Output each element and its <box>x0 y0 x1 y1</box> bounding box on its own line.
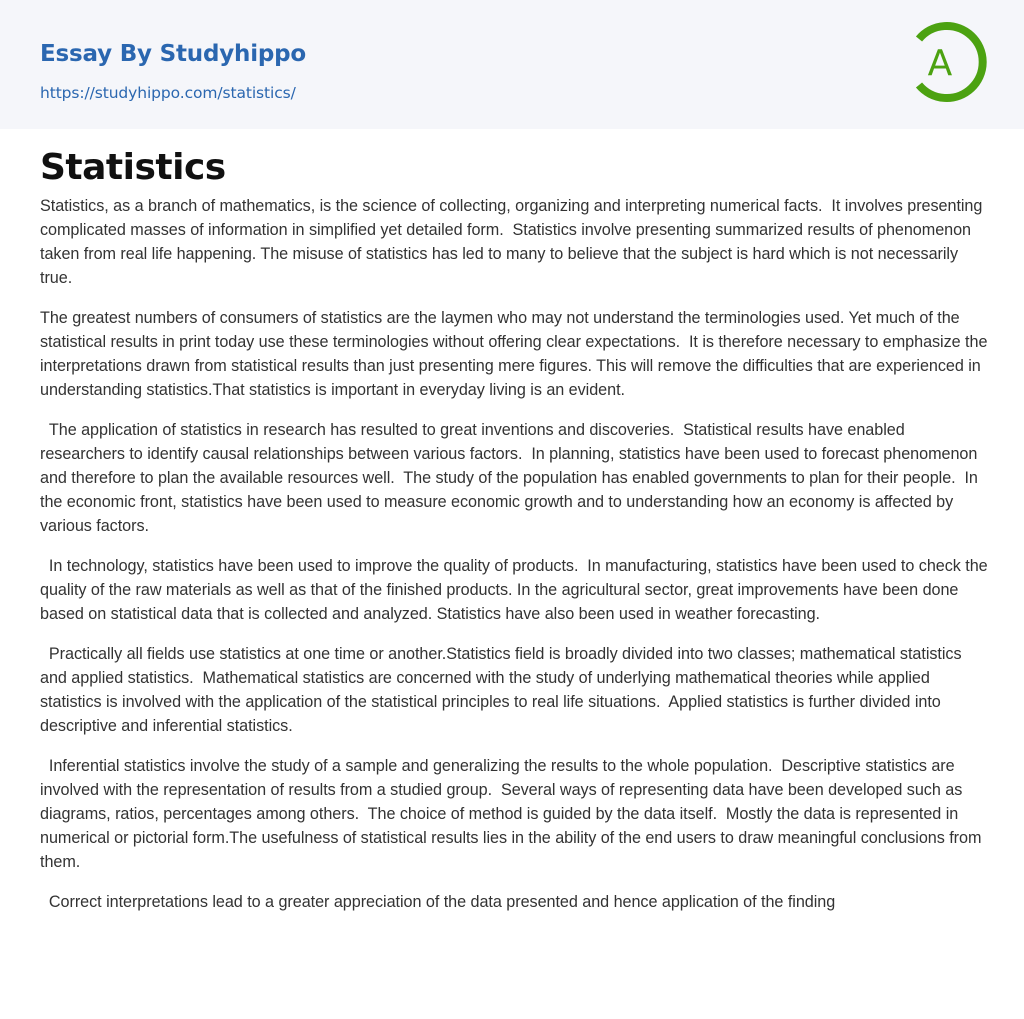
paragraph: In technology, statistics have been used to improve the quality of products. In manufacturing, statistics have been used to check the quality of the raw materials as well as that of the finished products. In the agricultural sector, great improvements have been done based on statistical data that is collected and analyzed. Statistics have also been used in weather forecasting. <box>40 557 993 623</box>
paragraph: Practically all fields use statistics at one time or another.Statistics field is broadly divided into two classes; mathematical statistics and applied statistics. Mathematical statistics are concerned with the study of underlying mathematical theories while applied statistics is involved with the application of the statistical principles to real life situations. Applied statistics is further divided into descriptive and inferential statistics. <box>40 645 966 735</box>
paragraph: The application of statistics in research has resulted to great inventions and discoveries. Statistical results have enabled researchers to identify causal relationships between various factors. In planning, statistics have been used to forecast phenomenon and therefore to plan the available resources well. The study of the population has enabled governments to plan for their people. In the economic front, statistics have been used to measure economic growth and to understanding how an economy is affected by various factors. <box>40 421 983 535</box>
site-header <box>0 0 1024 129</box>
paragraph: The greatest numbers of consumers of statistics are the laymen who may not understand the terminologies used. Yet much of the statistical results in print today use these terminologies without offering clear expectations. It is therefore necessary to emphasize the interpretations drawn from statistical results than just presenting mere figures. This will remove the difficulties that are experienced in understanding statistics.That statistics is important in everyday living is an evident. <box>40 309 992 399</box>
source-url-link[interactable]: https://studyhippo.com/statistics/ <box>40 84 296 102</box>
svg-text:A: A <box>927 43 953 84</box>
paragraph: Correct interpretations lead to a greater appreciation of the data presented and hence application of the finding <box>40 893 836 911</box>
site-title: Essay By Studyhippo <box>40 41 307 67</box>
paragraph: Statistics, as a branch of mathematics, is the science of collecting, organizing and interpreting numerical facts. It involves presenting complicated masses of information in simplified yet detailed form. Statistics involve presenting summarized results of phenomenon taken from real life happening. The misuse of statistics has led to many to believe that the subject is hard which is not necessarily true. <box>40 197 987 287</box>
article <box>0 146 1024 914</box>
paragraph: Inferential statistics involve the study of a sample and generalizing the results to the whole population. Descriptive statistics are involved with the representation of results from a studied group. Several ways of representing data have been developed such as diagrams, ratios, percentages among others. The choice of method is guided by the data itself. Mostly the data is represented in numerical or pictorial form.The usefulness of statistical results lies in the ability of the end users to draw meaningful conclusions from them. <box>40 757 986 871</box>
a-circle-logo-icon[interactable] <box>910 18 988 106</box>
page-title: Statistics <box>40 147 226 188</box>
